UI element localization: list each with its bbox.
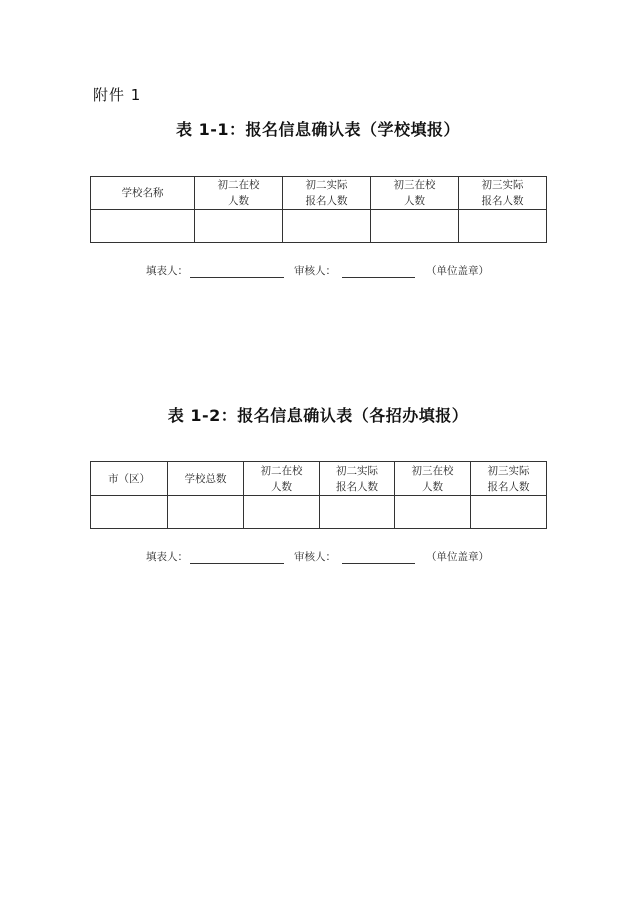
table2-header-grade8-enrolled: 初二在校 人数 [244, 462, 320, 496]
table1-header-grade9-enrolled: 初三在校 人数 [371, 177, 459, 210]
filler-blank[interactable] [190, 265, 284, 278]
filler-blank[interactable] [190, 551, 284, 564]
table2-signature-line [146, 549, 489, 564]
table1-cell-grade9-enrolled[interactable] [371, 210, 459, 243]
table1-header-grade9-registered: 初三实际 报名人数 [459, 177, 547, 210]
seal-label: （单位盖章） [426, 265, 489, 277]
table2-header-city-district: 市（区） [91, 462, 168, 496]
table1-title: 表 1-1：报名信息确认表（学校填报） [176, 120, 460, 139]
table2-header-grade9-registered: 初三实际 报名人数 [471, 462, 547, 496]
table2-cell-school-total[interactable] [168, 496, 244, 529]
table1-header-school-name: 学校名称 [91, 177, 195, 210]
table2-cell-grade8-registered[interactable] [320, 496, 395, 529]
attachment-label: 附件 1 [93, 86, 142, 104]
reviewer-blank[interactable] [342, 551, 415, 564]
table1-cell-grade8-enrolled[interactable] [195, 210, 283, 243]
table1-cell-school-name[interactable] [91, 210, 195, 243]
table2-cell-grade9-registered[interactable] [471, 496, 547, 529]
table1-school-registration [90, 176, 547, 243]
table2-header-grade9-enrolled: 初三在校 人数 [395, 462, 471, 496]
reviewer-blank[interactable] [342, 265, 415, 278]
table1-cell-grade9-registered[interactable] [459, 210, 547, 243]
table1-cell-grade8-registered[interactable] [283, 210, 371, 243]
table2-office-registration [90, 461, 547, 529]
table2-cell-grade8-enrolled[interactable] [244, 496, 320, 529]
filler-label: 填表人： [146, 265, 188, 277]
table2-header-school-total: 学校总数 [168, 462, 244, 496]
reviewer-label: 审核人： [294, 551, 336, 563]
table2-cell-grade9-enrolled[interactable] [395, 496, 471, 529]
table2-header-row [91, 462, 547, 496]
table1-entry-row [91, 210, 547, 243]
table1-signature-line [146, 263, 489, 278]
reviewer-label: 审核人： [294, 265, 336, 277]
seal-label: （单位盖章） [426, 551, 489, 563]
table2-title: 表 1-2：报名信息确认表（各招办填报） [167, 406, 469, 425]
table1-header-grade8-registered: 初二实际 报名人数 [283, 177, 371, 210]
table1-header-row [91, 177, 547, 210]
table2-cell-city-district[interactable] [91, 496, 168, 529]
table2-header-grade8-registered: 初二实际 报名人数 [320, 462, 395, 496]
table1-header-grade8-enrolled: 初二在校 人数 [195, 177, 283, 210]
filler-label: 填表人： [146, 551, 188, 563]
table2-entry-row [91, 496, 547, 529]
